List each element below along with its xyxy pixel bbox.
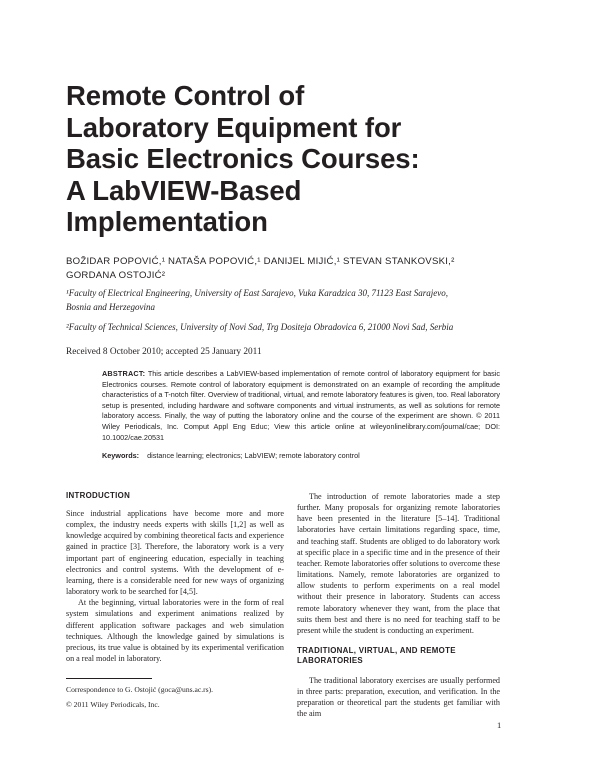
- affiliation-line: ¹Faculty of Electrical Engineering, University of East Sarajevo, Vuka Karadzica 30, 71123 East Sarajevo,: [66, 288, 449, 298]
- affiliation-1: [66, 286, 496, 314]
- paragraph: The introduction of remote laboratories made a step further. Many proposals for organizing remote laboratories have been presented in the literature [5–14]. Traditional laboratories have certain limitations regarding space, time, and teaching staff. Students are obliged to do laboratory work at specific place in a specific time and in the presence of their teacher. Remote laboratories offer solutions to overcome these limitations. Namely, remote laboratories are organized to allow students to perform experiments on a real model without their presence in laboratory. Students can access remote laboratory whenever they want, from the place that suits them best and there is no need for teaching staff to be present while the student is conducting an experiment.: [297, 492, 500, 635]
- title-line: Implementation: [66, 206, 268, 237]
- paragraph: At the beginning, virtual laboratories were in the form of real system simulations and experiment animations realized by different application software packages and web simulation techniques. Although the knowledge gained by simulations is precious, its true value is obtained by its experimental verification on a real model in laboratory.: [66, 598, 284, 664]
- title-line: A LabVIEW-Based: [66, 174, 302, 206]
- received-date: Received 8 October 2010; accepted 25 January 2011: [66, 347, 262, 357]
- page-number: 1: [497, 720, 502, 730]
- copyright-note: © 2011 Wiley Periodicals, Inc.: [66, 700, 160, 709]
- keywords-label: Keywords:: [102, 451, 140, 460]
- paragraph: The traditional laboratory exercises are usually performed in three parts: preparation, execution, and verification. In the preparation or theoretical part the students get familiar with the aim: [297, 676, 500, 719]
- title-line: Remote Control of: [66, 80, 305, 111]
- abstract-text: This article describes a LabVIEW-based implementation of remote control of laboratory equipment for basic Electronics courses. Remote control of laboratory equipment is demonstrated on an example of recording the amplitude characteristics of a T-notch filter. Overview of traditional, virtual, and remote laboratory features is given, too. Real laboratory setup is presented, including hardware and software components and virtual instruments, as well as solutions for remote laboratory access. Finally, the way of putting the laboratory online and the course of the experiment are shown. © 2011 Wiley Periodicals, Inc. Comput Appl Eng Educ; View this article online at wileyonlinelibrary.com/journal/cae; DOI: 10.1002/cae.20531: [102, 369, 500, 442]
- keywords: [102, 451, 500, 462]
- footnote-divider: [66, 678, 152, 679]
- author-list: [66, 255, 486, 283]
- keywords-text: distance learning; electronics; LabVIEW; remote laboratory control: [147, 451, 360, 460]
- section-heading: TRADITIONAL, VIRTUAL, AND REMOTE LABORATORIES: [297, 646, 456, 666]
- introduction-body-continued: [297, 491, 500, 636]
- introduction-body: [66, 508, 284, 664]
- authors-line: GORDANA OSTOJIĆ²: [66, 270, 166, 281]
- abstract-label: ABSTRACT:: [102, 369, 146, 378]
- abstract: [102, 369, 500, 443]
- introduction-heading: INTRODUCTION: [66, 491, 131, 500]
- title-line: Basic Electronics Courses:: [66, 143, 420, 174]
- title-line: Laboratory Equipment for: [66, 111, 402, 143]
- authors-line: BOŽIDAR POPOVIĆ,¹ NATAŠA POPOVIĆ,¹ DANIJEL MIJIĆ,¹ STEVAN STANKOVSKI,²: [66, 256, 455, 267]
- section-body: [297, 675, 500, 720]
- affiliation-2: ²Faculty of Technical Sciences, University of Novi Sad, Trg Dositeja Obradovica 6, 21000 Novi Sad, Serbia: [66, 322, 454, 332]
- article-title: [66, 80, 506, 238]
- paragraph: Since industrial applications have become more and more complex, the industry needs experts with skills [1,2] as well as knowledge acquired by combining theoretical facts and experience gained in practice [3]. Therefore, the laboratory work is a very important part of engineering education, especially in teaching electronics and control systems. With the development of e-learning, there is a considerable need for new ways of organizing laboratory work to be searched for [4,5].: [66, 509, 284, 597]
- correspondence-note: Correspondence to G. Ostojić (goca@uns.ac.rs).: [66, 685, 214, 694]
- affiliation-line: Bosnia and Herzegovina: [66, 302, 155, 312]
